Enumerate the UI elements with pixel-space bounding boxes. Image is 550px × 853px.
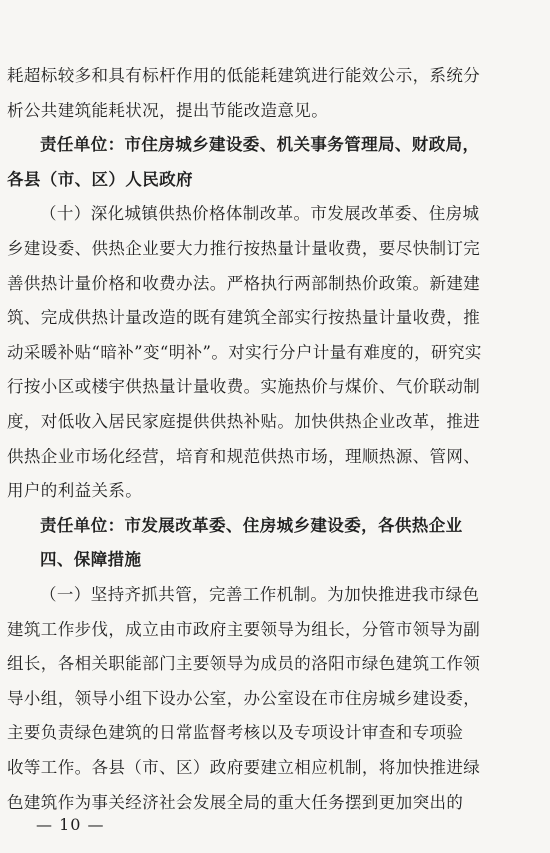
section-heading: （一）坚持齐抓共管，完善工作机制。为加快推进我市绿色 — [40, 585, 480, 604]
chapter-heading: 四、保障措施 — [40, 550, 142, 570]
body-line: 善供热计量价格和收费办法。严格执行两部制热价政策。新建建 — [7, 273, 481, 293]
body-line: 组长，各相关职能部门主要领导为成员的洛阳市绿色建筑工作领 — [7, 654, 481, 674]
responsibility-line: 责任单位：市住房城乡建设委、机关事务管理局、财政局， — [40, 135, 480, 155]
body-line: 度，对低收入居民家庭提供供热补贴。加快供热企业改革，推进 — [7, 412, 481, 431]
body-line: 耗超标较多和具有标杆作用的低能耗建筑进行能效公示，系统分 — [7, 66, 481, 85]
body-line: 色建筑作为事关经济社会发展全局的重大任务摆到更加突出的 — [7, 792, 464, 812]
section-heading: （十）深化城镇供热价格体制改革。市发展改革委、住房城 — [40, 204, 480, 224]
body-line: 乡建设委、供热企业要大力推行按热量计量收费，要尽快制订完 — [7, 239, 481, 258]
responsibility-line: 各县（市、区）人民政府 — [7, 169, 193, 189]
body-line: 用户的利益关系。 — [7, 481, 143, 501]
body-line: 供热企业市场化经营，培育和规范供热市场，理顺热源、管网、 — [7, 446, 481, 466]
body-line: 主要负责绿色建筑的日常监督考核以及专项设计审查和专项验 — [7, 723, 464, 743]
body-line: 建筑工作步伐，成立由市政府主要领导为组长，分管市领导为副 — [7, 619, 481, 639]
body-line: 导小组，领导小组下设办公室，办公室设在市住房城乡建设委， — [7, 688, 481, 708]
body-line: 筑、完成供热计量改造的既有建筑全部实行按热量计量收费，推 — [7, 308, 481, 328]
body-line: 行按小区或楼宇供热量计量收费。实施热价与煤价、气价联动制 — [7, 377, 481, 397]
body-line: 动采暖补贴“暗补”变“明补”。对实行分户计量有难度的，研究实 — [7, 342, 482, 362]
body-line: 析公共建筑能耗状况，提出节能改造意见。 — [7, 100, 329, 120]
page-number: — 10 — — [36, 815, 105, 834]
responsibility-line: 责任单位：市发展改革委、住房城乡建设委，各供热企业 — [40, 515, 463, 535]
body-line: 收等工作。各县（市、区）政府要建立相应机制，将加快推进绿 — [7, 758, 481, 777]
